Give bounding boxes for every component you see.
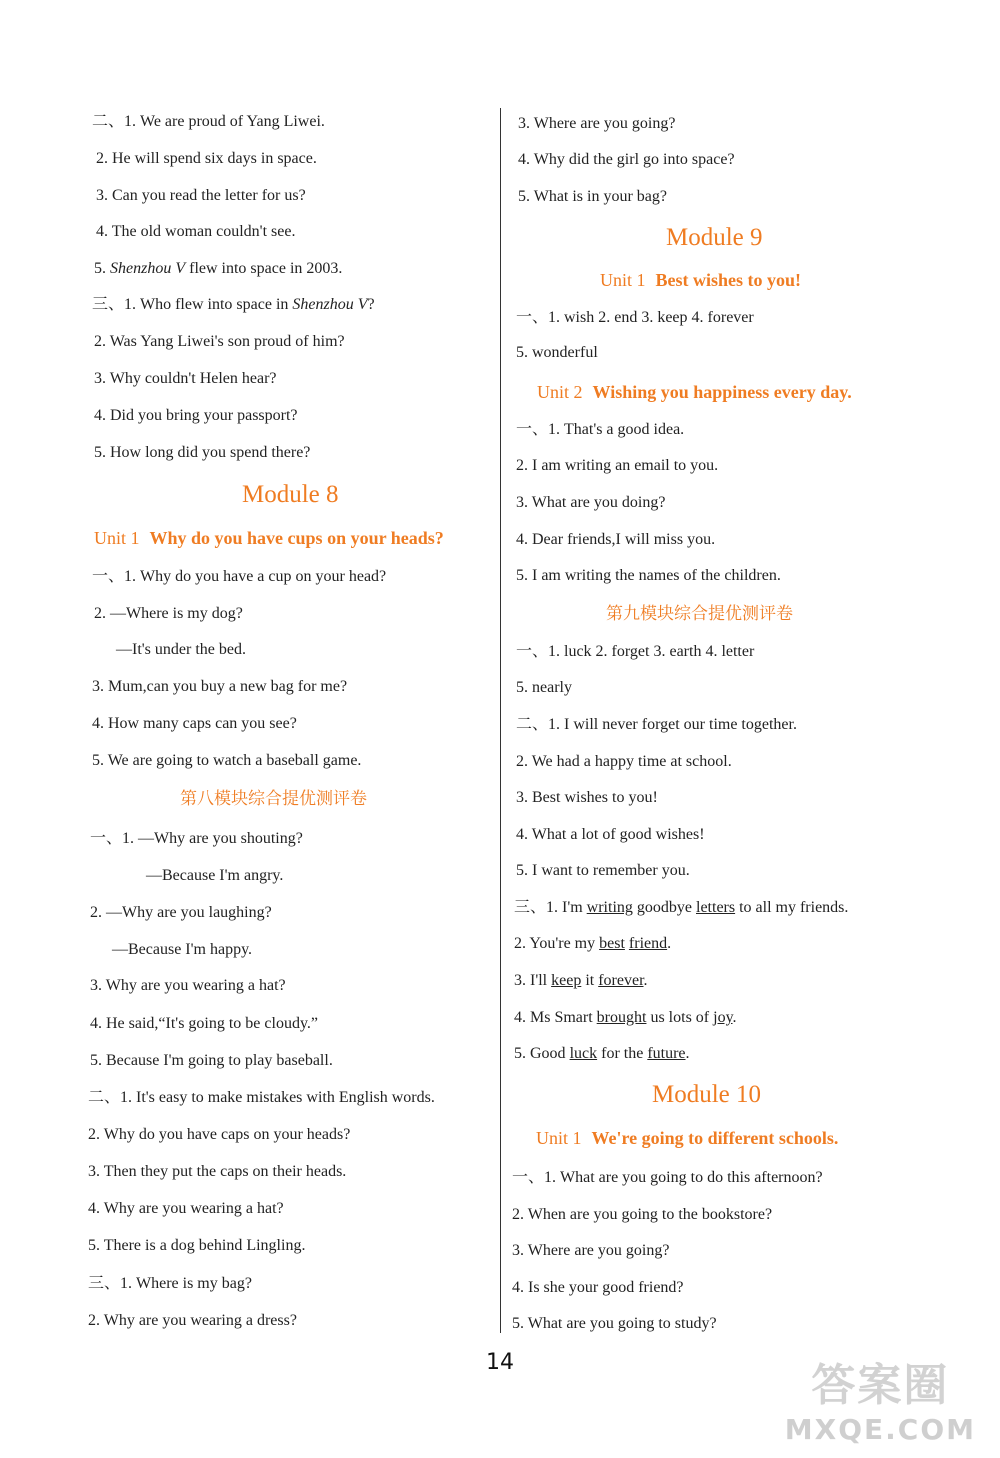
answer-line: —Because I'm angry. — [146, 867, 284, 884]
underlined-word: forever — [598, 972, 644, 989]
answer-line: 4. The old woman couldn't see. — [96, 223, 296, 240]
answer-text: goodbye — [632, 899, 696, 916]
answer-line: 5. There is a dog behind Lingling. — [88, 1237, 306, 1254]
watermark — [785, 1349, 976, 1446]
answer-line: 4. How many caps can you see? — [92, 715, 297, 732]
underlined-word: writing — [586, 899, 633, 916]
answer-line: 2. We had a happy time at school. — [516, 753, 732, 770]
answer-text: . — [643, 972, 648, 989]
answer-line: 3. Mum,can you buy a new bag for me? — [92, 678, 348, 695]
answer-text: 2. You're my — [514, 935, 600, 952]
underlined-word: letters — [696, 899, 736, 916]
answer-line: 一、1. That's a good idea. — [516, 421, 685, 438]
answer-line: 2. Why do you have caps on your heads? — [88, 1126, 351, 1143]
answer-text: . — [685, 1045, 690, 1062]
answer-line: 4. Why did the girl go into space? — [518, 151, 735, 168]
answer-line: 5. Because I'm going to play baseball. — [90, 1052, 333, 1069]
column-divider — [500, 108, 501, 1333]
answer-text: 5. Good — [514, 1045, 570, 1062]
unit-title: Best wishes to you! — [655, 270, 802, 290]
answer-line: 一、1. —Why are you shouting? — [90, 830, 303, 847]
underlined-word: brought — [596, 1009, 647, 1026]
page-number: 14 — [486, 1350, 514, 1375]
answer-line: 4. He said,“It's going to be cloudy.” — [90, 1015, 319, 1032]
answer-text: 4. Ms Smart — [514, 1009, 597, 1026]
answer-line: 2. Was Yang Liwei's son proud of him? — [94, 333, 345, 350]
answer-line: 5. nearly — [516, 679, 572, 696]
answer-text: 3. I'll — [514, 972, 552, 989]
answer-line: 二、1. I will never forget our time together. — [516, 716, 797, 733]
watermark-logo-text: 答案圈 — [811, 1360, 950, 1411]
watermark-url: MXQE.COM — [784, 1413, 976, 1446]
answer-line: 一、1. luck 2. forget 3. earth 4. letter — [516, 643, 755, 660]
answer-line: 二、1. We are proud of Yang Liwei. — [92, 113, 325, 130]
answer-line: 2. I am writing an email to you. — [516, 457, 719, 474]
answer-line: 2. Why are you wearing a dress? — [88, 1312, 297, 1329]
answer-line: 3. Why couldn't Helen hear? — [94, 370, 277, 387]
answer-line: 二、1. It's easy to make mistakes with English words. — [88, 1089, 435, 1106]
answer-text: us lots of — [646, 1009, 714, 1026]
answer-line: 3. Where are you going? — [512, 1242, 670, 1259]
answer-text: flew into space in 2003. — [185, 260, 343, 277]
answer-line — [514, 934, 671, 954]
unit-heading — [94, 527, 444, 549]
module-heading: Module 8 — [242, 481, 339, 508]
underlined-word: best — [599, 935, 625, 952]
underlined-word: joy — [713, 1009, 733, 1026]
answer-line: 3. Can you read the letter for us? — [96, 187, 306, 204]
answer-text: . — [732, 1009, 737, 1026]
underlined-word: future — [647, 1045, 686, 1062]
answer-line: 4. Dear friends,I will miss you. — [516, 531, 716, 548]
unit-heading — [600, 269, 801, 291]
answer-line: 5. wonderful — [516, 344, 598, 361]
italic-term: Shenzhou V — [292, 296, 368, 313]
unit-title: Wishing you happiness every day. — [592, 382, 852, 402]
answer-line: 4. Is she your good friend? — [512, 1279, 684, 1296]
answer-text: it — [581, 972, 599, 989]
answer-line: 2. When are you going to the bookstore? — [512, 1206, 773, 1223]
answer-line: 3. Then they put the caps on their heads. — [88, 1163, 347, 1180]
answer-line: 5. I am writing the names of the children. — [516, 567, 781, 584]
module-heading: Module 10 — [652, 1081, 762, 1108]
answer-line: 4. Did you bring your passport? — [94, 407, 298, 424]
answer-line: 2. —Why are you laughing? — [90, 904, 272, 921]
answer-text: 三、1. I'm — [514, 899, 587, 916]
answer-line — [514, 898, 848, 918]
answer-line: 5. We are going to watch a baseball game. — [92, 752, 362, 769]
answer-line: 5. How long did you spend there? — [94, 444, 311, 461]
answer-line: 4. What a lot of good wishes! — [516, 826, 705, 843]
answer-line: 5. What are you going to study? — [512, 1315, 717, 1332]
answer-line: 一、1. Why do you have a cup on your head? — [92, 568, 387, 585]
underlined-word: luck — [569, 1045, 598, 1062]
answer-line — [94, 259, 342, 279]
underlined-word: friend — [628, 935, 668, 952]
answer-line: 3. Best wishes to you! — [516, 789, 658, 806]
answer-number: 5. — [94, 260, 110, 277]
answer-text: 三、1. Who flew into space in — [92, 296, 293, 313]
answer-line: 3. What are you doing? — [516, 494, 666, 511]
unit-label: Unit 2 — [537, 382, 583, 402]
answer-line: 2. —Where is my dog? — [94, 605, 243, 622]
underlined-word: keep — [551, 972, 582, 989]
answer-line: 3. Why are you wearing a hat? — [90, 977, 286, 994]
answer-line: 2. He will spend six days in space. — [96, 150, 317, 167]
answer-line: —It's under the bed. — [116, 641, 246, 658]
test-heading: 第九模块综合提优测评卷 — [606, 604, 793, 624]
answer-text: . — [667, 935, 672, 952]
answer-line: 一、1. wish 2. end 3. keep 4. forever — [516, 309, 754, 326]
unit-title: We're going to different schools. — [591, 1128, 839, 1148]
unit-label: Unit 1 — [94, 528, 140, 548]
unit-title: Why do you have cups on your heads? — [149, 528, 444, 548]
answer-line: 5. I want to remember you. — [516, 862, 690, 879]
answer-text: to all my friends. — [735, 899, 849, 916]
answer-line — [514, 1044, 690, 1064]
answer-line: 5. What is in your bag? — [518, 188, 668, 205]
answer-text: ? — [367, 296, 375, 313]
test-heading: 第八模块综合提优测评卷 — [180, 789, 367, 809]
answer-line: 三、1. Where is my bag? — [88, 1275, 252, 1292]
unit-heading — [537, 381, 852, 403]
italic-term: Shenzhou V — [110, 260, 186, 277]
answer-line: —Because I'm happy. — [112, 941, 253, 958]
unit-label: Unit 1 — [600, 270, 646, 290]
unit-label: Unit 1 — [536, 1128, 582, 1148]
unit-heading — [536, 1127, 838, 1149]
module-heading: Module 9 — [666, 224, 763, 251]
answer-line: 3. Where are you going? — [518, 115, 676, 132]
answer-line — [514, 1008, 737, 1028]
answer-line: 一、1. What are you going to do this afternoon? — [512, 1169, 823, 1186]
answer-line — [92, 295, 375, 315]
answer-line — [514, 971, 648, 991]
answer-text: for the — [597, 1045, 648, 1062]
answer-line: 4. Why are you wearing a hat? — [88, 1200, 284, 1217]
